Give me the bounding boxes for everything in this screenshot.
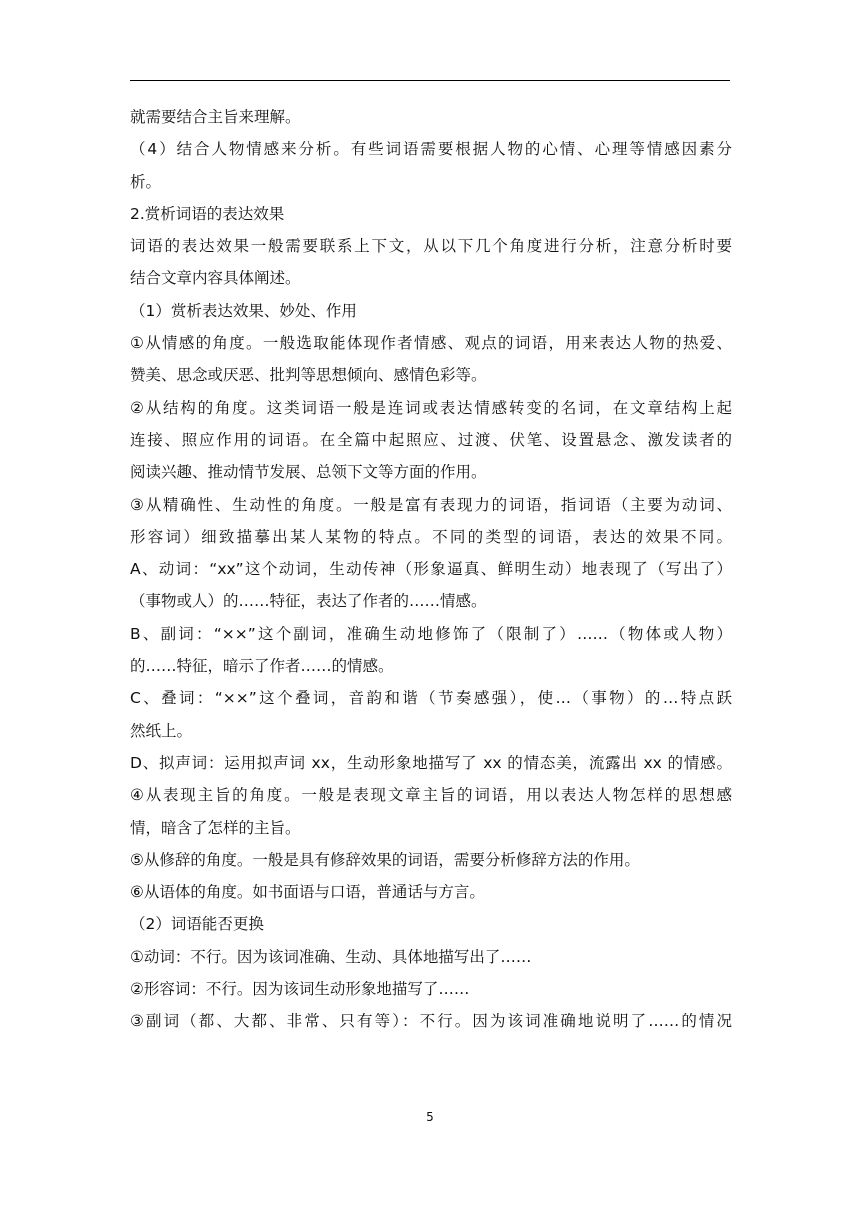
text-line: ③副词（都、大都、非常、只有等）：不行。因为该词准确地说明了……的情况 [130, 1012, 732, 1031]
header-rule [130, 80, 730, 81]
text-line: ②形容词：不行。因为该词生动形象地描写了…… [130, 980, 470, 999]
text-line: （4）结合人物情感来分析。有些词语需要根据人物的心情、心理等情感因素分 [130, 140, 732, 159]
text-line: A、动词：“xx”这个动词，生动传神（形象逼真、鲜明生动）地表现了（写出了） [130, 560, 732, 579]
page-number: 5 [426, 1110, 434, 1124]
text-line: ②从结构的角度。这类词语一般是连词或表达情感转变的名词，在文章结构上起 [130, 398, 732, 417]
text-line: B、副词：“××”这个副词，准确生动地修饰了（限制了）……（物体或人物） [130, 624, 732, 643]
text-line: D、拟声词：运用拟声词 xx，生动形象地描写了 xx 的情态美，流露出 xx 的情感。 [130, 753, 732, 772]
text-line: ④从表现主旨的角度。一般是表现文章主旨的词语，用以表达人物怎样的思想感 [130, 786, 732, 805]
text-line: 然纸上。 [130, 721, 193, 740]
text-line: （事物或人）的……特征，表达了作者的……情感。 [130, 592, 487, 611]
text-line: 情，暗含了怎样的主旨。 [130, 818, 301, 837]
text-line: ③从精确性、生动性的角度。一般是富有表现力的词语，指词语（主要为动词、 [130, 495, 732, 514]
text-line: ①从情感的角度。一般选取能体现作者情感、观点的词语，用来表达人物的热爱、 [130, 334, 732, 353]
text-line: 连接、照应作用的词语。在全篇中起照应、过渡、伏笔、设置悬念、激发读者的 [130, 430, 732, 449]
text-line: 结合文章内容具体阐述。 [130, 269, 301, 288]
text-line: 就需要结合主旨来理解。 [130, 108, 301, 126]
text-line: ①动词：不行。因为该词准确、生动、具体地描写出了…… [130, 947, 532, 966]
text-line: C、叠词：“××”这个叠词，音韵和谐（节奏感强），使…（事物）的…特点跃 [130, 689, 732, 708]
text-line: （2）词语能否更换 [130, 915, 264, 934]
text-line: 词语的表达效果一般需要联系上下文，从以下几个角度进行分析，注意分析时要 [130, 237, 732, 256]
text-line: 形容词）细致描摹出某人某物的特点。不同的类型的词语，表达的效果不同。 [130, 527, 732, 546]
text-line: 析。 [130, 172, 162, 191]
text-line: 的……特征，暗示了作者……的情感。 [130, 657, 394, 676]
text-line: （1）赏析表达效果、妙处、作用 [130, 301, 357, 320]
document-body [130, 106, 732, 1043]
text-line: 赞美、思念或厌恶、批判等思想倾向、感情色彩等。 [130, 366, 487, 385]
text-line: 2.赏析词语的表达效果 [130, 204, 285, 223]
text-line: ⑥从语体的角度。如书面语与口语，普通话与方言。 [130, 883, 485, 902]
text-line: ⑤从修辞的角度。一般是具有修辞效果的词语，需要分析修辞方法的作用。 [130, 850, 640, 869]
text-line: 阅读兴趣、推动情节发展、总领下文等方面的作用。 [130, 463, 487, 482]
